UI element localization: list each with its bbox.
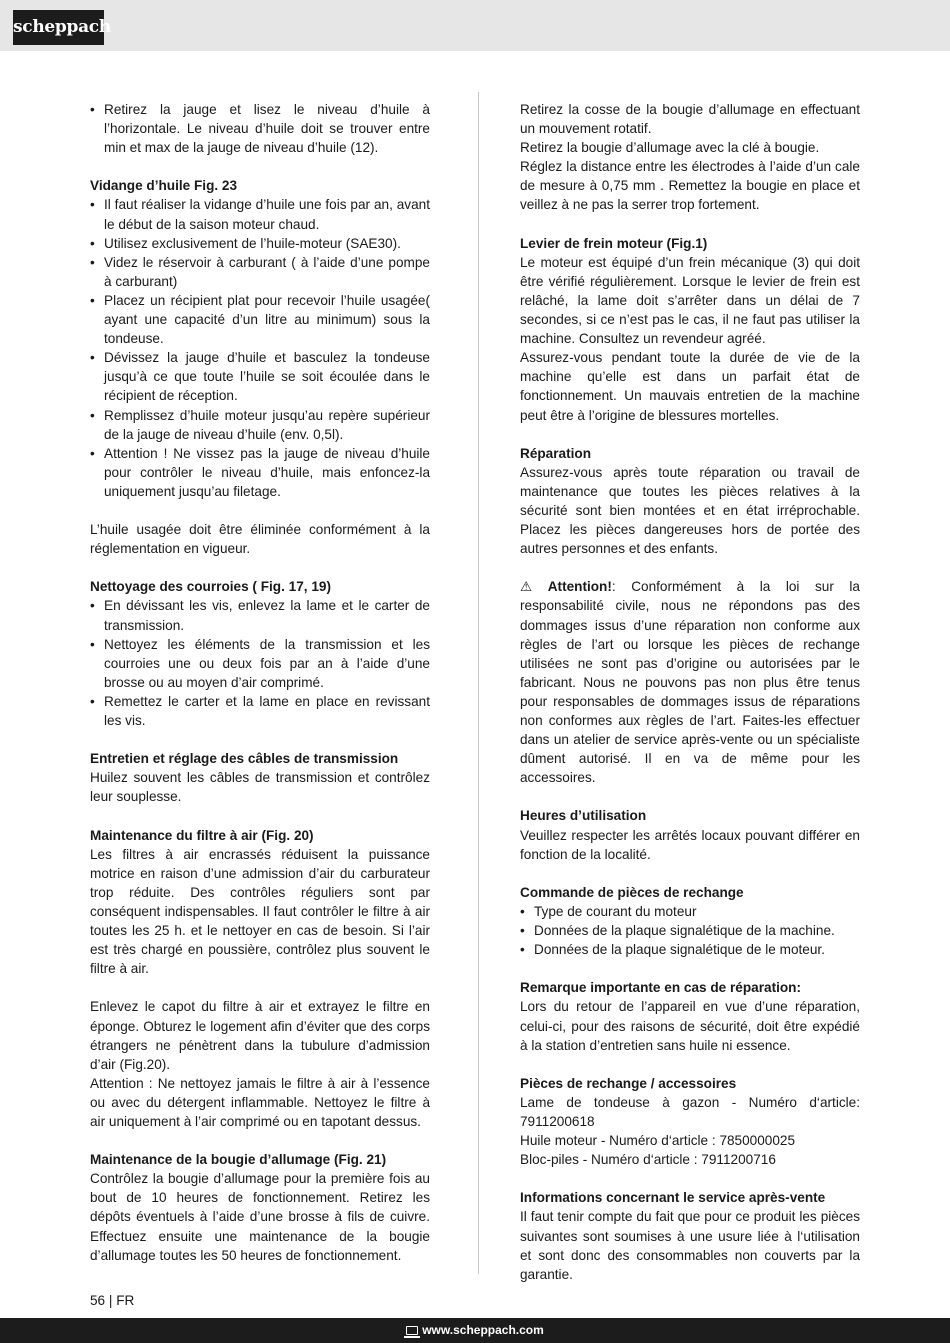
oil-change-section: [90, 176, 430, 501]
attention-section: [520, 577, 860, 787]
list-item: • Type de courant du moteur: [520, 902, 860, 921]
list-item: • Il faut réaliser la vidange d’huile une fois par an, avant le début de la saison moteur chaud.: [90, 195, 430, 233]
list-item: • Retirez la jauge et lisez le niveau d’huile à l’horizontale. Le niveau d’huile doit se trouver entre min et max de la jauge de niveau d’huile (12).: [90, 100, 430, 157]
section-text: Les filtres à air encrassés réduisent la puissance motrice en raison d’une admission d’air du carburateur trop réduite. Des contrôles réguliers sont par conséquent indispensables. Il faut contrôler le filtre à air toutes les 25 h. et le nettoyer en cas de besoin. Si l’air est très chargé en poussière, contrôlez plus souvent le filtre à air.: [90, 846, 430, 977]
section-heading: Vidange d’huile Fig. 23: [90, 178, 238, 194]
spark-plug-continued: [520, 100, 860, 215]
section-heading: Commande de pièces de rechange: [520, 884, 744, 900]
section-text: Huilez souvent les câbles de transmission et contrôlez leur souplesse.: [90, 770, 430, 805]
section-heading: Heures d’utilisation: [520, 808, 647, 824]
order-list: [520, 902, 860, 959]
page-number: 56 | FR: [90, 1293, 135, 1308]
repair-section: [520, 444, 860, 559]
website-link[interactable]: www.scheppach.com: [422, 1323, 544, 1337]
list-item: • En dévissant les vis, enlevez la lame et le carter de transmission.: [90, 596, 430, 634]
section-text: Il faut tenir compte du fait que pour ce produit les pièces suivantes sont soumises à une usure liée à l‘utilisation et sont donc des consommables non couverts par la garantie.: [520, 1209, 860, 1282]
part-line: Bloc-piles - Numéro d‘article : 7911200716: [520, 1152, 776, 1168]
section-text: Assurez-vous après toute réparation ou travail de maintenance que toutes les pièces relatives à la sécurité sont bien montées et en état irréprochable. Placez les pièces dangereuses hors de portée des autres personnes et des enfants.: [520, 464, 860, 557]
attention-label: Attention!: [547, 579, 612, 595]
header-band: [0, 0, 950, 51]
scheppach-logo: scheppach: [13, 10, 104, 45]
left-column: [90, 100, 430, 1265]
list-item: • Attention ! Ne vissez pas la jauge de niveau d’huile pour contrôler le niveau d’huile, mais enfoncez-la uniquement jusqu’au filetage.: [90, 444, 430, 501]
section-text: Le moteur est équipé d’un frein mécanique (3) qui doit être vérifié régulièrement. Lorsque le levier de frein est relâché, la lame doit s’arrêter dans un délai de 7 secondes, si ce n’est pas le cas, il ne faut pas utiliser la machine. Consultez un revendeur agréé.: [520, 254, 860, 347]
section-text: Retirez la bougie d’allumage avec la clé à bougie.: [520, 140, 820, 156]
computer-icon: [406, 1326, 418, 1335]
list-item: • Remplissez d’huile moteur jusqu’au repère supérieur de la jauge de niveau d’huile (env. 0,5l).: [90, 406, 430, 444]
list-item: • Nettoyez les éléments de la transmission et les courroies une ou deux fois par an à l’aide d’une brosse ou au moyen d’air comprimé.: [90, 635, 430, 692]
list-item: • Remettez le carter et la lame en place en revissant les vis.: [90, 692, 430, 730]
part-line: Huile moteur - Numéro d‘article : 7850000025: [520, 1133, 796, 1149]
brake-section: [520, 234, 860, 425]
parts-section: [520, 1074, 860, 1169]
repair-note-section: [520, 978, 860, 1054]
section-text: Assurez-vous pendant toute la durée de vie de la machine qu’elle est dans un parfait état de fonctionnement. Un mauvais entretien de la machine peut être à l’origine de blessures mortelles.: [520, 350, 860, 423]
list-item: • Données de la plaque signalétique de le moteur.: [520, 940, 860, 959]
oil-level-section: [90, 100, 430, 157]
footer-url: [0, 1318, 950, 1343]
section-heading: Nettoyage des courroies ( Fig. 17, 19): [90, 579, 331, 595]
air-filter-section: [90, 826, 430, 979]
belts-list: [90, 596, 430, 730]
section-text: Réglez la distance entre les électrodes à l’aide d’un cale de mesure à 0,75 mm . Remettez la bougie en place et veillez à ne pas la serrer trop fortement.: [520, 159, 860, 213]
section-text: Enlevez le capot du filtre à air et extrayez le filtre en éponge. Obturez le logement afin d’éviter que des corps étrangers ne pénètrent dans la tubulure d’admission d’air (Fig.20).: [90, 999, 430, 1072]
column-divider: [478, 92, 479, 1274]
hours-section: [520, 806, 860, 863]
order-section: [520, 883, 860, 959]
section-heading: Levier de frein moteur (Fig.1): [520, 235, 708, 251]
section-text: Attention : Ne nettoyez jamais le filtre à air à l’essence ou avec du détergent inflammable. Nettoyez le filtre à air uniquement à l’air comprimé ou en tapotant dessus.: [90, 1075, 430, 1129]
section-heading: Pièces de rechange / accessoires: [520, 1075, 737, 1091]
section-text: Lors du retour de l’appareil en vue d’une réparation, celui-ci, pour des raisons de sécurité, doit être expédié à la station d’entretien sans huile ni essence.: [520, 999, 860, 1053]
belts-section: [90, 577, 430, 730]
section-text: Veuillez respecter les arrêtés locaux pouvant différer en fonction de la localité.: [520, 827, 860, 862]
section-text: Contrôlez la bougie d’allumage pour la première fois au bout de 10 heures de fonctionnement. Retirez les dépôts éventuels à l’aide d’une brosse à fils de cuivre. Effectuez ensuite une maintenance de la bougie d’allumage toutes les 50 heures de fonctionnement.: [90, 1171, 430, 1263]
list-item: • Videz le réservoir à carburant ( à l’aide d’une pompe à carburant): [90, 253, 430, 291]
section-heading: Réparation: [520, 445, 592, 461]
list-item: • Utilisez exclusivement de l’huile-moteur (SAE30).: [90, 234, 430, 253]
cables-section: [90, 749, 430, 806]
attention-text: : Conformément à la loi sur la responsabilité civile, nous ne répondons pas des dommages issus d’une réparation non conforme aux règles de l’art ou lorsque les pièces de rechange utilisées ne sont pas d’origine ou autorisées par le fabricant. Nous ne pouvons pas non plus être tenus pour responsables de dommages issus de réparations non conformes aux règles de l’art. Faites-les effectuer dans un atelier de service après-vente ou un spécialiste dûment autorisé. Il en va de même pour les accessoires.: [520, 579, 860, 786]
spark-plug-section: [90, 1150, 430, 1265]
oil-change-list: [90, 195, 430, 501]
list-item: • Placez un récipient plat pour recevoir l’huile usagée( ayant une capacité d’un litre au minimum) sous la tondeuse.: [90, 291, 430, 348]
section-heading: Remarque importante en cas de réparation:: [520, 980, 802, 996]
section-heading: Maintenance de la bougie d’allumage (Fig. 21): [90, 1152, 387, 1168]
list-item: • Dévissez la jauge d’huile et basculez la tondeuse jusqu’à ce que toute l’huile se soit écoulée dans le récipient de réception.: [90, 348, 430, 405]
oil-disposal-note: L’huile usagée doit être éliminée conformément à la réglementation en vigueur.: [90, 522, 430, 557]
section-heading: Informations concernant le service après-vente: [520, 1190, 826, 1206]
right-column: [520, 100, 860, 1284]
air-filter-instructions: [90, 997, 430, 1131]
section-heading: Maintenance du filtre à air (Fig. 20): [90, 827, 314, 843]
service-section: [520, 1188, 860, 1283]
list-item: • Données de la plaque signalétique de la machine.: [520, 921, 860, 940]
warning-triangle-icon: ⚠: [520, 579, 533, 595]
part-line: Lame de tondeuse à gazon - Numéro d‘article: 7911200618: [520, 1094, 860, 1129]
section-text: Retirez la cosse de la bougie d’allumage en effectuant un mouvement rotatif.: [520, 102, 860, 137]
section-heading: Entretien et réglage des câbles de transmission: [90, 751, 399, 767]
